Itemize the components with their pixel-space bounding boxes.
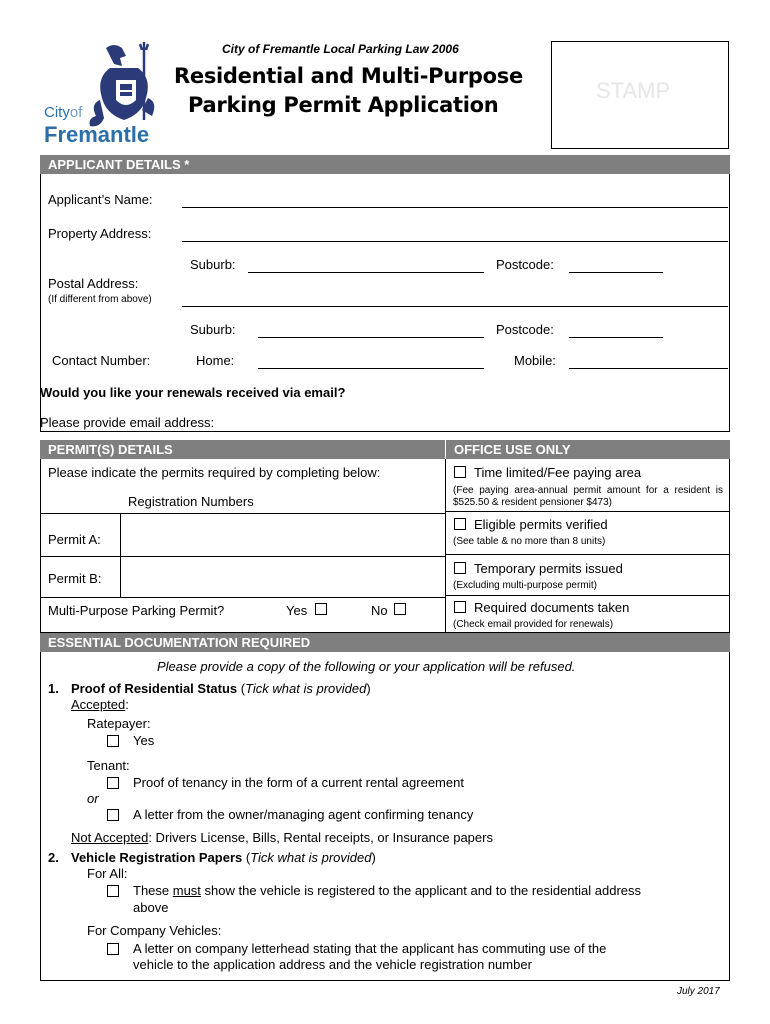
office-use-heading: OFFICE USE ONLY bbox=[445, 440, 730, 459]
multi-purpose-label: Multi-Purpose Parking Permit? bbox=[48, 603, 225, 618]
tenant-label: Tenant: bbox=[87, 758, 130, 773]
law-subtitle: City of Fremantle Local Parking Law 2006 bbox=[222, 42, 459, 56]
eligible-permits-label: Eligible permits verified bbox=[474, 517, 608, 532]
section-2-hint: Tick what is provided bbox=[250, 850, 372, 865]
stamp-box bbox=[551, 41, 729, 149]
not-accepted-line bbox=[71, 830, 493, 845]
office-row-divider-2 bbox=[445, 554, 730, 555]
postal-postcode-label: Postcode: bbox=[496, 322, 554, 337]
ratepayer-label: Ratepayer: bbox=[87, 716, 151, 731]
owner-letter-label: A letter from the owner/managing agent confirming tenancy bbox=[133, 807, 474, 822]
email-question: Would you like your renewals received via email? bbox=[40, 385, 346, 400]
postal-address-note: (If different from above) bbox=[48, 294, 152, 305]
registration-numbers-label: Registration Numbers bbox=[128, 494, 254, 509]
required-documents-label: Required documents taken bbox=[474, 600, 630, 615]
registration-rest: show the vehicle is registered to the applicant and to the residential address bbox=[200, 883, 642, 898]
required-documents-checkbox[interactable] bbox=[454, 601, 466, 613]
property-postcode-field[interactable] bbox=[569, 272, 663, 273]
property-address-field[interactable] bbox=[182, 241, 728, 242]
stamp-label: STAMP bbox=[596, 78, 671, 103]
postal-suburb-field[interactable] bbox=[258, 337, 484, 338]
applicant-name-field[interactable] bbox=[182, 207, 728, 208]
logo-name-text: Fremantle bbox=[44, 122, 150, 147]
registration-papers-continued: above bbox=[133, 900, 169, 915]
postal-suburb-label: Suburb: bbox=[190, 322, 236, 337]
not-accepted-label: Not Accepted bbox=[71, 830, 149, 845]
logo-city-text: City bbox=[44, 104, 70, 121]
eligible-permits-note: (See table & no more than 8 units) bbox=[453, 536, 606, 547]
tenancy-agreement-checkbox[interactable] bbox=[107, 777, 119, 789]
multi-purpose-no-label: No bbox=[371, 603, 388, 618]
property-suburb-label: Suburb: bbox=[190, 257, 236, 272]
office-row-divider-3 bbox=[445, 595, 730, 596]
accepted-heading: Accepted: bbox=[71, 697, 129, 712]
property-postcode-label: Postcode: bbox=[496, 257, 554, 272]
permit-rows-bottom-border bbox=[40, 597, 445, 598]
applicant-name-label: Applicant’s Name: bbox=[48, 192, 153, 207]
multi-purpose-yes-checkbox[interactable] bbox=[315, 603, 327, 615]
for-all-label: For All: bbox=[87, 866, 128, 881]
tenancy-agreement-label: Proof of tenancy in the form of a current rental agreement bbox=[133, 775, 464, 790]
permits-heading: PERMIT(S) DETAILS bbox=[40, 440, 445, 459]
temporary-permits-label: Temporary permits issued bbox=[474, 561, 623, 576]
section-1-number: 1. bbox=[48, 681, 59, 696]
form-title-line2: Parking Permit Application bbox=[188, 93, 499, 117]
permits-instruction: Please indicate the permits required by completing below: bbox=[48, 465, 381, 480]
temporary-permits-note: (Excluding multi-purpose permit) bbox=[453, 580, 597, 591]
permit-a-label: Permit A: bbox=[48, 532, 101, 547]
section-1-title: Proof of Residential Status bbox=[71, 681, 238, 696]
office-row-divider-1 bbox=[445, 511, 730, 512]
ratepayer-yes-label: Yes bbox=[133, 733, 155, 748]
applicant-heading: APPLICANT DETAILS * bbox=[40, 155, 730, 174]
permit-b-registration-field[interactable] bbox=[121, 557, 444, 597]
documentation-intro: Please provide a copy of the following or your application will be refused. bbox=[157, 659, 576, 674]
registration-must: must bbox=[172, 883, 201, 898]
required-documents-note: (Check email provided for renewals) bbox=[453, 619, 614, 630]
or-label: or bbox=[87, 791, 99, 806]
city-logo bbox=[44, 40, 164, 150]
temporary-permits-checkbox[interactable] bbox=[454, 562, 466, 574]
mobile-phone-label: Mobile: bbox=[514, 353, 556, 368]
permit-b-label: Permit B: bbox=[48, 571, 102, 586]
property-address-label: Property Address: bbox=[48, 226, 152, 241]
not-accepted-list: : Drivers License, Bills, Rental receipts, or Insurance papers bbox=[148, 830, 493, 845]
section-1-heading: Proof of Residential Status (Tick what is provided) bbox=[71, 681, 371, 696]
section-1-hint: Tick what is provided bbox=[245, 681, 367, 696]
section-2-heading: Vehicle Registration Papers (Tick what is provided) bbox=[71, 850, 376, 865]
home-phone-field[interactable] bbox=[258, 368, 484, 369]
section-2-number: 2. bbox=[48, 850, 59, 865]
time-limited-label: Time limited/Fee paying area bbox=[474, 465, 642, 480]
ratepayer-yes-checkbox[interactable] bbox=[107, 735, 119, 747]
mobile-phone-field[interactable] bbox=[569, 368, 728, 369]
section-2-title: Vehicle Registration Papers bbox=[71, 850, 243, 865]
permit-a-registration-field[interactable] bbox=[121, 514, 444, 556]
permits-divider bbox=[445, 459, 446, 633]
multi-purpose-no-checkbox[interactable] bbox=[394, 603, 406, 615]
accepted-label: Accepted bbox=[71, 697, 126, 712]
company-letter-checkbox[interactable] bbox=[107, 943, 119, 955]
company-letter-line1: A letter on company letterhead stating that the applicant has commuting use of the bbox=[133, 941, 607, 956]
company-letter-line2: vehicle to the application address and the vehicle registration number bbox=[133, 957, 532, 972]
registration-these: These bbox=[133, 883, 173, 898]
postal-address-field[interactable] bbox=[182, 306, 728, 307]
company-vehicles-label: For Company Vehicles: bbox=[87, 923, 222, 938]
postal-address-label: Postal Address: bbox=[48, 276, 139, 291]
registration-papers-text bbox=[133, 883, 641, 898]
logo-of-text: of bbox=[69, 104, 83, 121]
multi-purpose-yes-label: Yes bbox=[286, 603, 308, 618]
time-limited-checkbox[interactable] bbox=[454, 466, 466, 478]
owner-letter-checkbox[interactable] bbox=[107, 809, 119, 821]
postal-postcode-field[interactable] bbox=[569, 337, 663, 338]
form-title-line1: Residential and Multi-Purpose bbox=[174, 64, 523, 88]
footer-date: July 2017 bbox=[677, 986, 720, 997]
registration-papers-checkbox[interactable] bbox=[107, 885, 119, 897]
eligible-permits-checkbox[interactable] bbox=[454, 518, 466, 530]
home-phone-label: Home: bbox=[196, 353, 235, 368]
contact-number-label: Contact Number: bbox=[52, 353, 151, 368]
documentation-heading: ESSENTIAL DOCUMENTATION REQUIRED bbox=[40, 633, 730, 652]
property-suburb-field[interactable] bbox=[248, 272, 484, 273]
email-address-label: Please provide email address: bbox=[40, 415, 215, 430]
time-limited-note: (Fee paying area-annual permit amount for a resident is $525.50 & resident pensioner $473) bbox=[453, 485, 723, 508]
